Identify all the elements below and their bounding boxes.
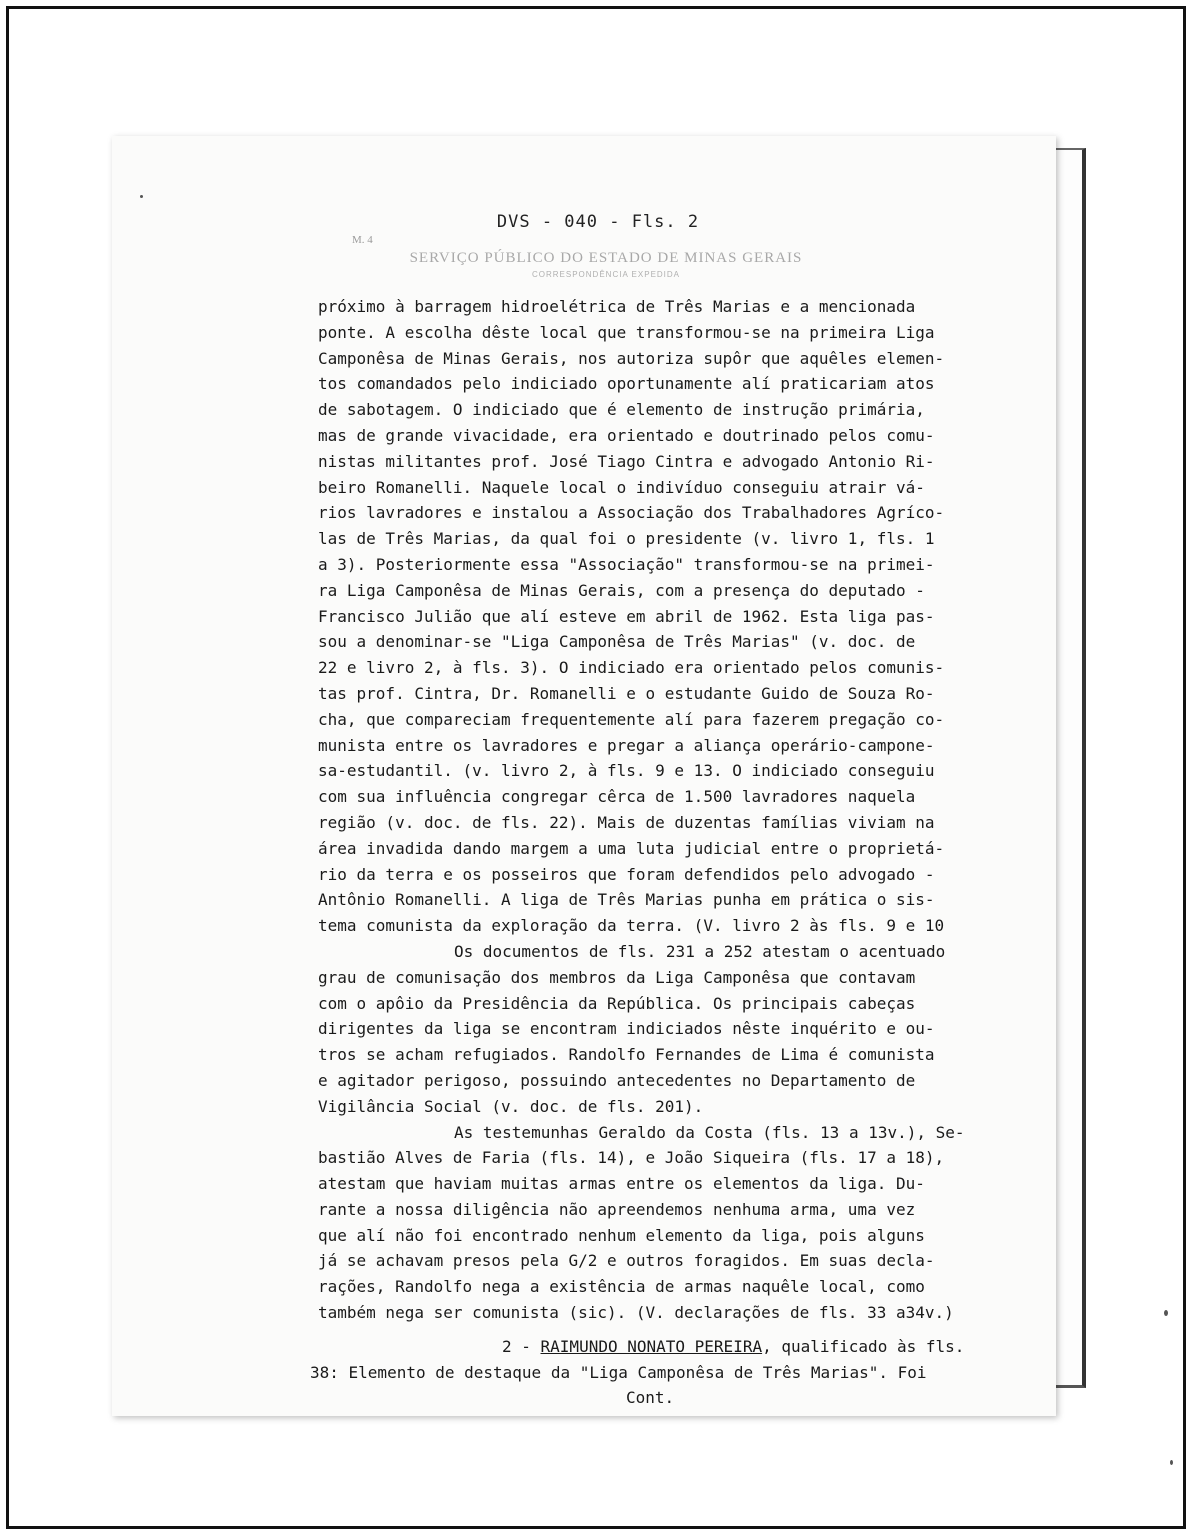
text-line: com o apôio da Presidência da República. Os principais cabeças xyxy=(318,993,916,1013)
text-line: próximo à barragem hidroelétrica de Três Marias e a mencionada xyxy=(318,297,916,316)
scan-speck xyxy=(1164,1310,1168,1316)
text-line: atestam que haviam muitas armas entre os elementos da liga. Du- xyxy=(318,1174,925,1194)
scan-speck xyxy=(1170,1460,1173,1465)
text-line: beiro Romanelli. Naquele local o indivíduo conseguiu atrair vá- xyxy=(318,477,925,497)
text-line: tros se acham refugiados. Randolfo Fernandes de Lima é comunista xyxy=(318,1045,935,1065)
continuation-mark: Cont. xyxy=(626,1388,675,1408)
text-line: que alí não foi encontrado nenhum elemento da liga, pois alguns xyxy=(318,1225,925,1245)
text-line: nistas militantes prof. José Tiago Cintra e advogado Antonio Ri- xyxy=(318,451,935,471)
text-line: ponte. A escolha dêste local que transformou-se na primeira Liga xyxy=(318,322,935,342)
letterhead-code: M. 4 xyxy=(352,234,373,246)
text-line: tos comandados pelo indiciado oportunamente alí praticariam atos xyxy=(318,374,935,394)
text-line: e agitador perigoso, possuindo antecedentes no Departamento de xyxy=(318,1070,916,1090)
text-line: tema comunista da exploração da terra. (V. livro 2 às fls. 9 e 10 xyxy=(318,916,945,936)
text-line: com sua influência congregar cêrca de 1.500 lavradores naquela xyxy=(318,787,916,807)
text-line: rante a nossa diligência não apreendemos nenhuma arma, uma vez xyxy=(318,1199,916,1219)
scan-speck xyxy=(140,195,143,198)
text-line: ra Liga Camponêsa de Minas Gerais, com a presença do deputado - xyxy=(318,580,925,600)
text-line: mas de grande vivacidade, era orientado e doutrinado pelos comu- xyxy=(318,425,935,445)
text-line: tas prof. Cintra, Dr. Romanelli e o estudante Guido de Souza Ro- xyxy=(318,683,935,703)
paragraph-first-line: Os documentos de fls. 231 a 252 atestam o acentuado xyxy=(454,941,946,961)
text-line: área invadida dando margem a uma luta judicial entre o proprietá- xyxy=(318,838,945,858)
text-line: munista entre os lavradores e pregar a aliança operário-campone- xyxy=(318,735,935,755)
text-line: 22 e livro 2, à fls. 3). O indiciado era orientado pelos comunis- xyxy=(318,658,945,678)
item-heading xyxy=(318,1334,1058,1360)
text-line: região (v. doc. de fls. 22). Mais de duzentas famílias viviam na xyxy=(318,812,935,832)
text-line: rações, Randolfo nega a existência de armas naquêle local, como xyxy=(318,1277,925,1297)
text-line: las de Três Marias, da qual foi o presidente (v. livro 1, fls. 1 xyxy=(318,529,935,549)
item-number: 2 - xyxy=(502,1336,541,1356)
letterhead-subtitle: CORRESPONDÊNCIA EXPEDIDA xyxy=(531,270,681,279)
paragraph-first-line: As testemunhas Geraldo da Costa (fls. 13 a 13v.), Se- xyxy=(454,1122,965,1142)
text-line: Francisco Julião que alí esteve em abril de 1962. Esta liga pas- xyxy=(318,606,935,626)
text-line: grau de comunisação dos membros da Liga Camponêsa que contavam xyxy=(318,967,916,987)
text-line: sou a denominar-se "Liga Camponêsa de Três Marias" (v. doc. de xyxy=(318,632,916,652)
text-line: Camponêsa de Minas Gerais, nos autoriza supôr que aquêles elemen- xyxy=(318,348,945,368)
text-line: dirigentes da liga se encontram indiciados nêste inquérito e ou- xyxy=(318,1019,935,1039)
page-reference: DVS - 040 - Fls. 2 xyxy=(496,212,700,232)
text-line: bastião Alves de Faria (fls. 14), e João Siqueira (fls. 17 a 18), xyxy=(318,1148,945,1168)
text-line: rios lavradores e instalou a Associação dos Trabalhadores Agríco- xyxy=(318,503,945,523)
document-body xyxy=(310,294,1058,1411)
item-qualifier: , qualificado às fls. xyxy=(762,1336,965,1356)
text-line: Vigilância Social (v. doc. de fls. 201). xyxy=(318,1096,704,1116)
text-line: rio da terra e os posseiros que foram defendidos pelo advogado - xyxy=(318,864,935,884)
item-person-name: RAIMUNDO NONATO PEREIRA xyxy=(540,1336,763,1356)
text-line: Antônio Romanelli. A liga de Três Marias punha em prática o sis- xyxy=(318,890,935,910)
text-line: sa-estudantil. (v. livro 2, à fls. 9 e 13. O indiciado conseguiu xyxy=(318,761,935,781)
text-line: também nega ser comunista (sic). (V. declarações de fls. 33 a34v.) xyxy=(318,1303,954,1323)
letterhead-title: SERVIÇO PÚBLICO DO ESTADO DE MINAS GERAIS xyxy=(409,250,803,266)
text-line: 38: Elemento de destaque da "Liga Camponêsa de Três Marias". Foi xyxy=(310,1362,927,1382)
text-line: a 3). Posteriormente essa "Associação" transformou-se na primei- xyxy=(318,554,935,574)
text-line: já se achavam presos pela G/2 e outros foragidos. Em suas decla- xyxy=(318,1251,935,1271)
text-line: cha, que compareciam frequentemente alí para fazerem pregação co- xyxy=(318,709,945,729)
text-line: de sabotagem. O indiciado que é elemento de instrução primária, xyxy=(318,400,925,420)
